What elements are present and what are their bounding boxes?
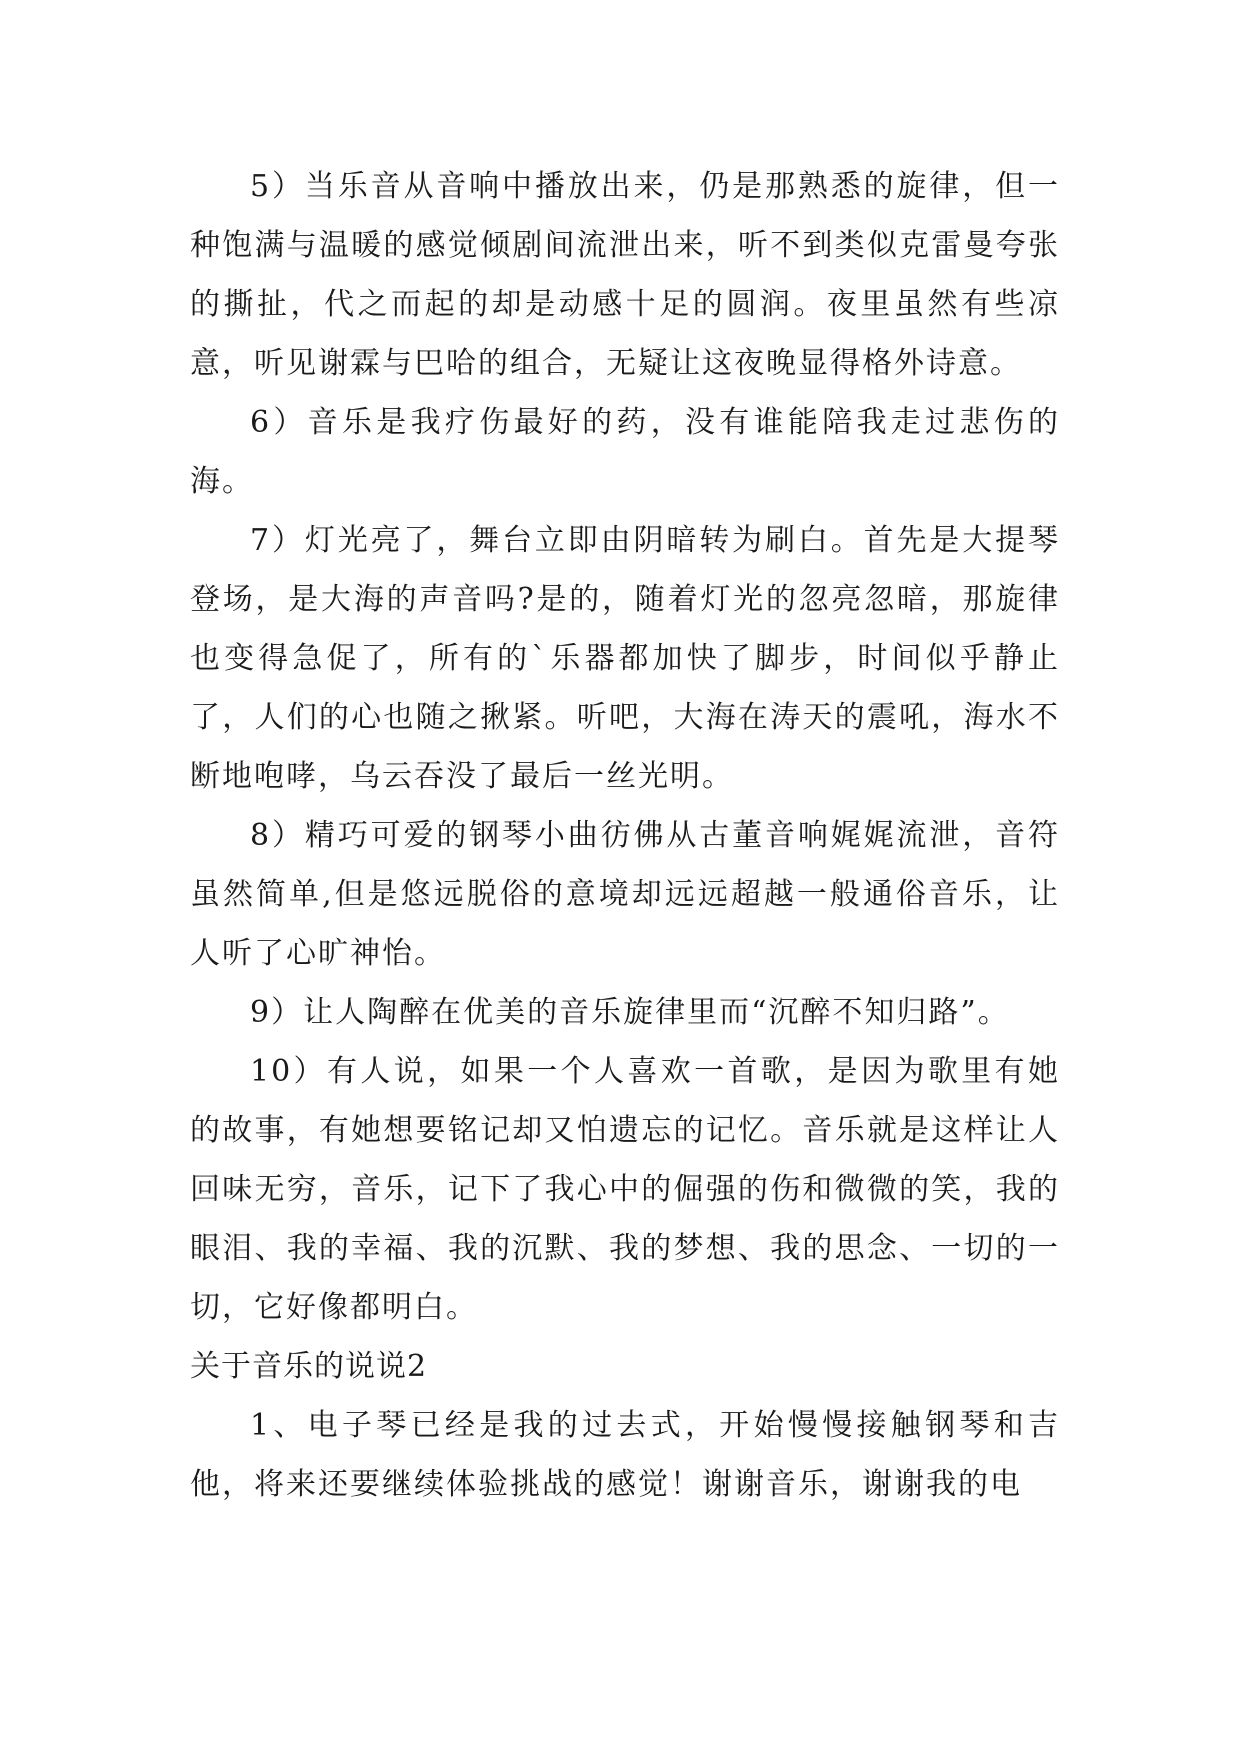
paragraph-8: 8）精巧可爱的钢琴小曲彷佛从古董音响娓娓流泄，音符虽然简单,但是悠远脱俗的意境却远远超越一般通俗音乐，让人听了心旷神怡。 <box>190 818 1060 971</box>
paragraph-5: 5）当乐音从音响中播放出来，仍是那熟悉的旋律，但一种饱满与温暖的感觉倾剧间流泄出来，听不到类似克雷曼夸张的撕扯，代之而起的却是动感十足的圆润。夜里虽然有些凉意，听见谢霖与巴哈的组合，无疑让这夜晚显得格外诗意。 <box>190 169 1060 381</box>
paragraph-6: 6）音乐是我疗伤最好的药，没有谁能陪我走过悲伤的海。 <box>190 405 1060 499</box>
paragraph-10: 10）有人说，如果一个人喜欢一首歌，是因为歌里有她的故事，有她想要铭记却又怕遗忘的记忆。音乐就是这样让人回味无穷，音乐，记下了我心中的倔强的伤和微微的笑，我的眼泪、我的幸福、我的沉默、我的梦想、我的思念、一切的一切，它好像都明白。 <box>190 1054 1060 1325</box>
section-paragraph-1: 1、电子琴已经是我的过去式，开始慢慢接触钢琴和吉他，将来还要继续体验挑战的感觉！谢谢音乐，谢谢我的电 <box>190 1408 1060 1502</box>
paragraph-7: 7）灯光亮了，舞台立即由阴暗转为刷白。首先是大提琴登场，是大海的声音吗?是的，随着灯光的忽亮忽暗，那旋律也变得急促了，所有的`乐器都加快了脚步，时间似乎静止了，人们的心也随之揪紧。听吧，大海在涛天的震吼，海水不断地咆哮，乌云吞没了最后一丝光明。 <box>190 523 1060 794</box>
document-body <box>190 157 1060 1514</box>
paragraph-9: 9）让人陶醉在优美的音乐旋律里而“沉醉不知归路”。 <box>250 995 1010 1030</box>
section-heading: 关于音乐的说说2 <box>190 1349 428 1384</box>
